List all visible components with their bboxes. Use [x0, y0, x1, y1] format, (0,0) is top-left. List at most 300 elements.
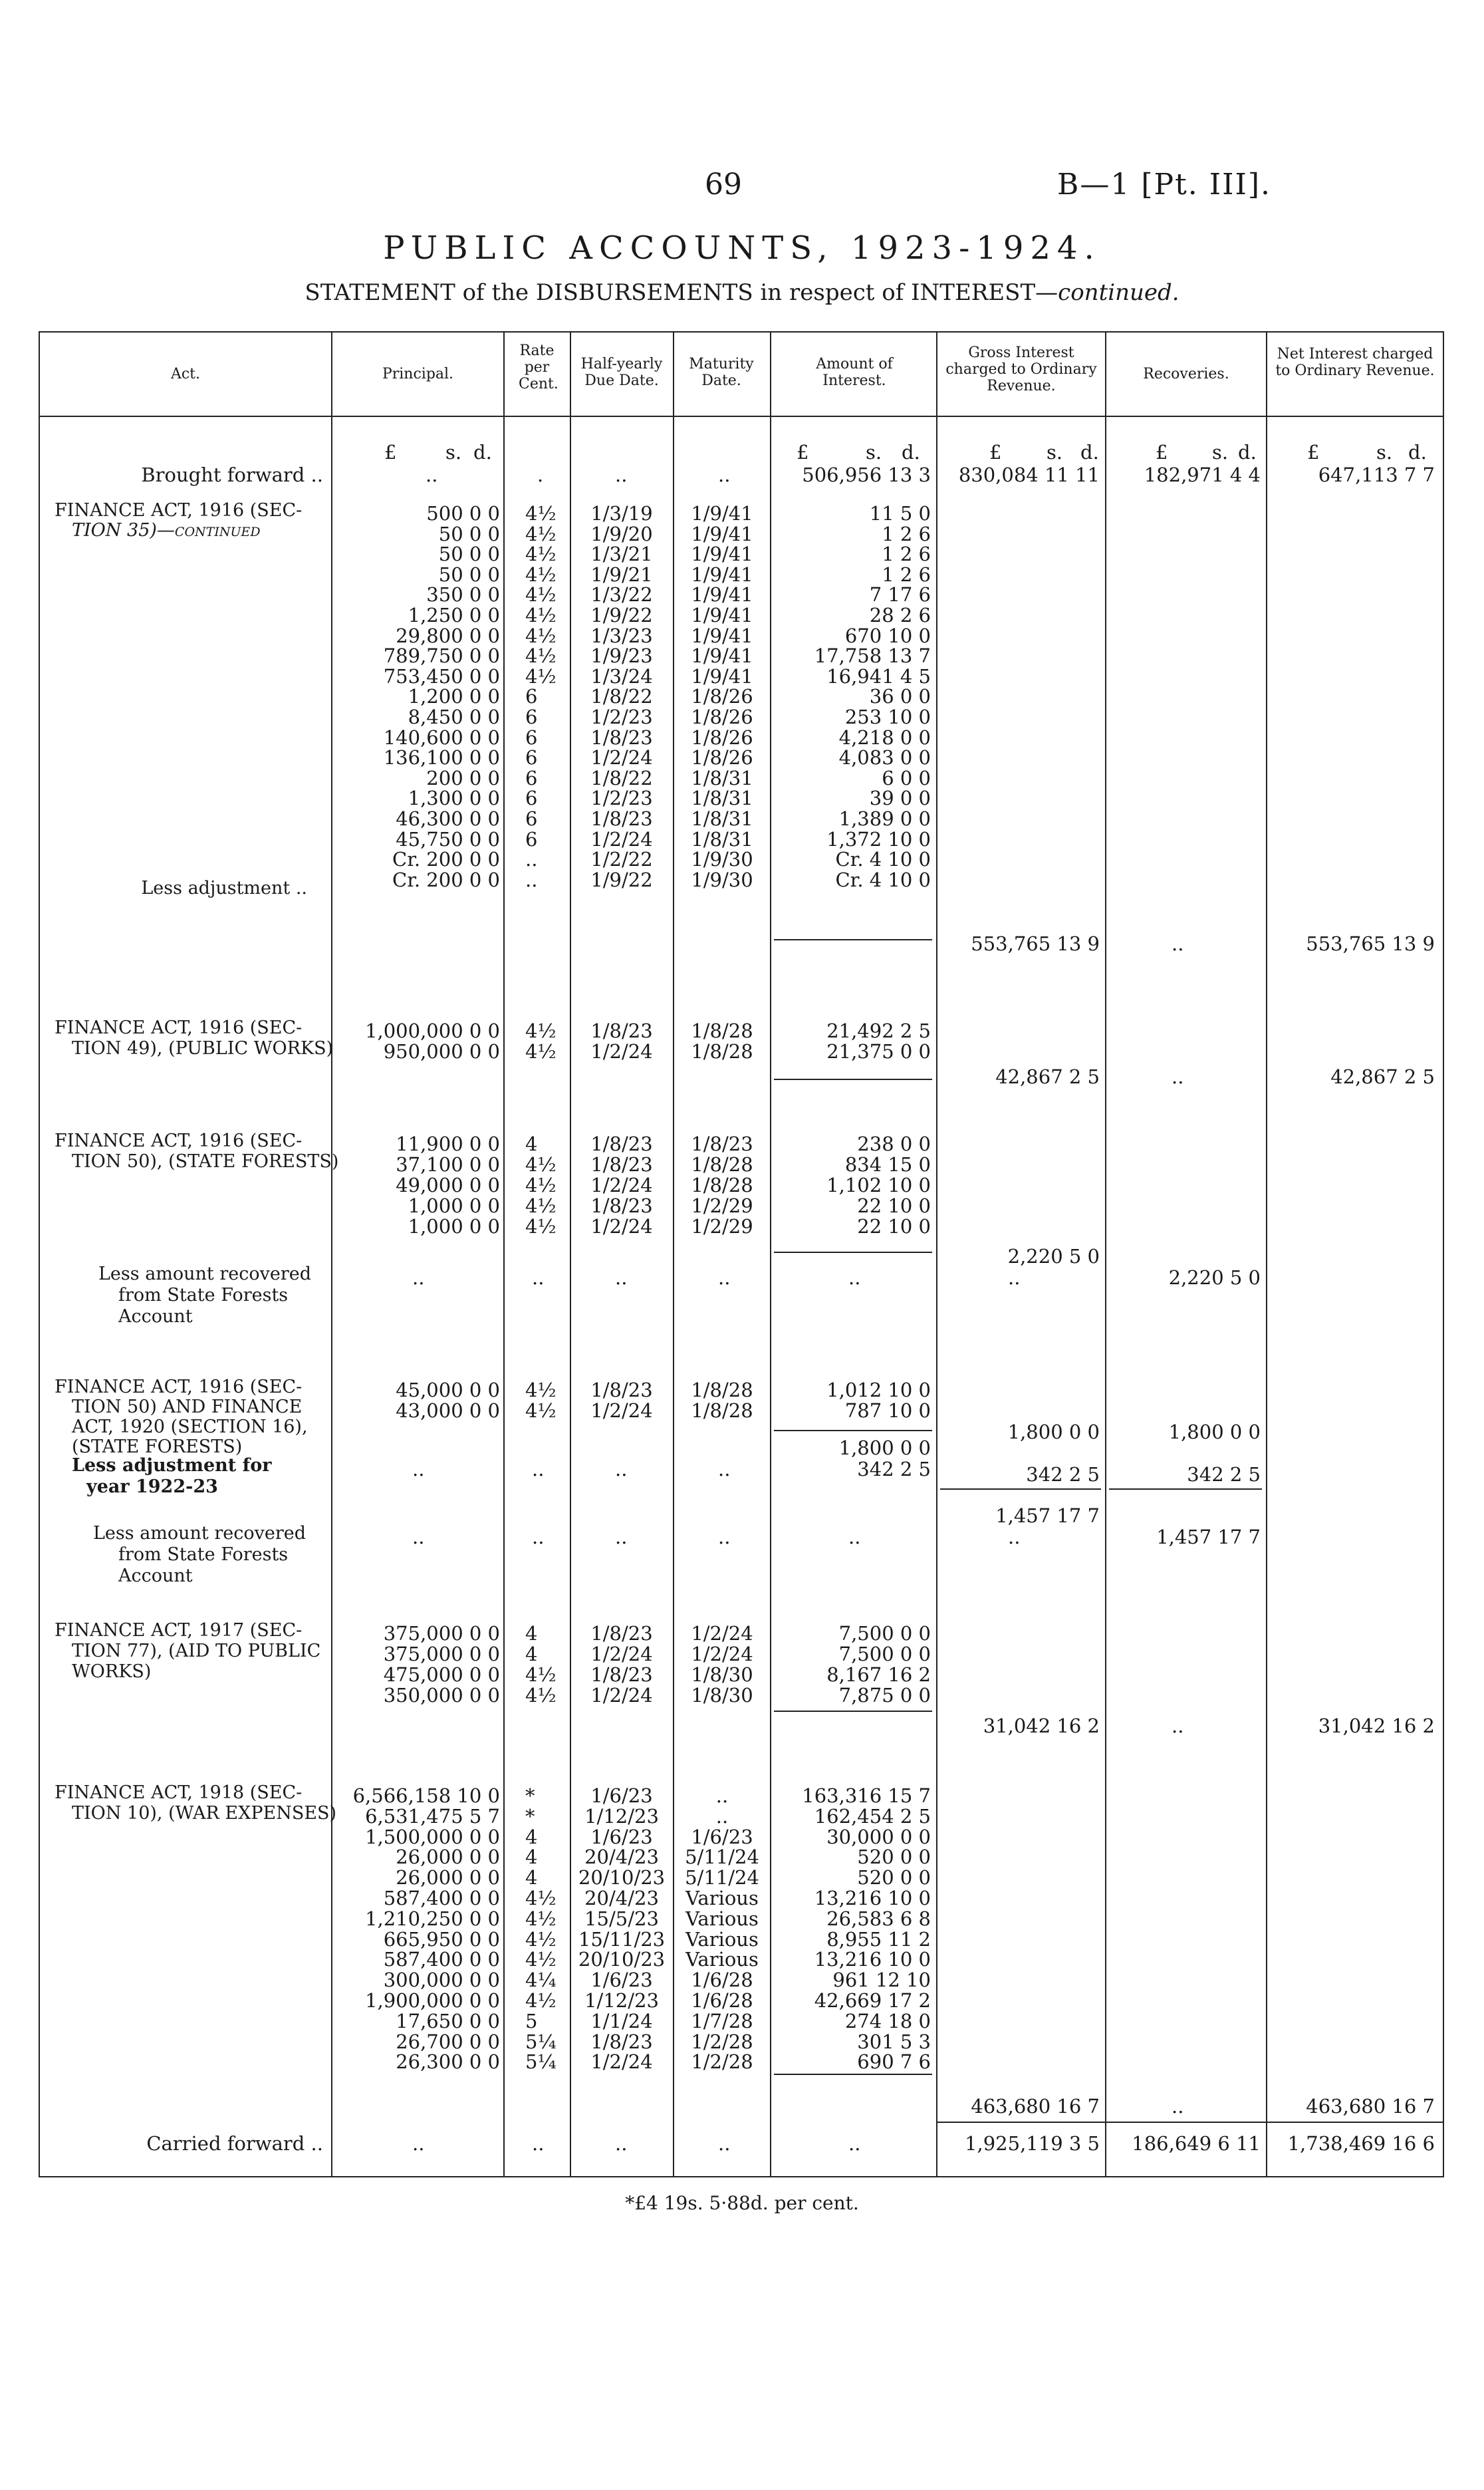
rate-cell: 4½ — [525, 1174, 556, 1196]
maturity-date-cell: 1/2/28 — [691, 2050, 753, 2074]
brought-forward-recoveries: 182,971 4 4 — [1144, 464, 1261, 486]
maturity-date-cell: 1/8/28 — [691, 1153, 753, 1176]
principal-cell: 26,000 0 0 — [396, 1846, 500, 1869]
maturity-date-cell: 1/9/30 — [691, 868, 753, 891]
unit-s: s. — [1212, 441, 1229, 464]
maturity-date-cell: 1/9/41 — [691, 644, 753, 668]
interest-amount-cell: 13,216 10 0 — [814, 1948, 931, 1971]
maturity-date-cell: 1/8/23 — [691, 1133, 753, 1155]
maturity-date-cell: 1/2/28 — [691, 2030, 753, 2053]
section-label-line: FINANCE ACT, 1917 (SEC- — [55, 1620, 303, 1641]
principal-cell: 375,000 0 0 — [383, 1622, 500, 1645]
half-yearly-date-cell: 1/8/23 — [590, 1379, 653, 1401]
net-total: 463,680 16 7 — [1306, 2095, 1435, 2118]
recovered-label-line: Account — [118, 1306, 193, 1327]
half-yearly-date-cell: 1/8/23 — [590, 1153, 653, 1176]
principal-cell: 375,000 0 0 — [383, 1643, 500, 1665]
column-header-principal: Principal. — [382, 366, 454, 382]
unit-pound: £ — [384, 441, 397, 464]
carried-forward-net: 1,738,469 16 6 — [1287, 2132, 1435, 2155]
maturity-date-cell: Various — [685, 1948, 759, 1971]
unit-s: s. — [1047, 441, 1063, 464]
net-gross-total: 1,457 17 7 — [995, 1504, 1100, 1527]
section-label-line: FINANCE ACT, 1916 (SEC- — [55, 1018, 303, 1038]
carried-forward-recoveries: 186,649 6 11 — [1132, 2132, 1261, 2155]
interest-amount-cell: 253 10 0 — [844, 706, 931, 728]
section-label-line: FINANCE ACT, 1916 (SEC- — [55, 500, 303, 521]
subtitle-continued: continued. — [1058, 279, 1179, 306]
gross-total: 2,220 5 0 — [1007, 1245, 1100, 1268]
half-yearly-date-cell: 1/9/21 — [590, 563, 653, 586]
rate-cell: 4½ — [525, 1927, 556, 1951]
interest-amount-cell: 520 0 0 — [857, 1846, 931, 1869]
adjustment-label-line: year 1922-23 — [86, 1476, 218, 1497]
maturity-date-cell: 1/2/24 — [691, 1643, 753, 1665]
less-adjustment-label: Less adjustment .. — [141, 878, 307, 899]
rate-cell: 4½ — [525, 644, 556, 668]
principal-cell: 37,100 0 0 — [396, 1153, 500, 1176]
maturity-date-cell: 1/9/41 — [691, 583, 753, 607]
half-yearly-date-cell: 1/6/23 — [590, 1969, 653, 1992]
column-header-amount: Amount of Interest. — [816, 356, 893, 389]
unit-pound: £ — [1307, 441, 1320, 464]
half-yearly-date-cell: 20/4/23 — [584, 1887, 659, 1909]
gross-total: 553,765 13 9 — [971, 932, 1100, 955]
rate-cell: 4½ — [525, 1194, 556, 1217]
maturity-date-cell: 1/8/31 — [691, 787, 753, 810]
subtotal-amount: 1,800 0 0 — [838, 1437, 931, 1459]
half-yearly-date-cell: 1/12/23 — [584, 1804, 659, 1828]
rate-cell: 4½ — [525, 1907, 556, 1930]
section-label-line: FINANCE ACT, 1916 (SEC- — [55, 1131, 303, 1151]
dots: .. — [412, 1458, 425, 1480]
recovered-label-line: from State Forests — [118, 1544, 289, 1565]
maturity-date-cell: 1/8/26 — [691, 685, 753, 708]
rate-cell: 6 — [525, 807, 538, 830]
half-yearly-date-cell: 1/2/24 — [590, 1174, 653, 1196]
half-yearly-date-cell: 20/4/23 — [584, 1846, 659, 1869]
interest-amount-cell: 13,216 10 0 — [814, 1887, 931, 1909]
section-label-line: FINANCE ACT, 1916 (SEC- — [55, 1377, 303, 1397]
unit-s: s. — [1376, 441, 1393, 464]
half-yearly-date-cell: 1/8/22 — [590, 685, 653, 708]
half-yearly-date-cell: 1/2/23 — [590, 706, 653, 728]
half-yearly-date-cell: 1/2/24 — [590, 746, 653, 769]
principal-cell: 789,750 0 0 — [383, 644, 500, 668]
brought-forward-net: 647,113 7 7 — [1318, 464, 1435, 486]
half-yearly-date-cell: 1/8/23 — [590, 1194, 653, 1217]
principal-cell: 26,000 0 0 — [396, 1866, 500, 1889]
brought-forward-rate: . — [537, 464, 544, 486]
principal-cell: Cr. 200 0 0 — [392, 848, 500, 871]
rate-cell: 6 — [525, 726, 538, 749]
interest-amount-cell: 4,218 0 0 — [838, 726, 931, 749]
principal-cell: 300,000 0 0 — [383, 1969, 500, 1992]
recoveries-total: .. — [1172, 1715, 1184, 1737]
gross-total: 463,680 16 7 — [971, 2095, 1100, 2118]
interest-amount-cell: 16,941 4 5 — [826, 664, 931, 688]
dots: .. — [532, 1266, 545, 1289]
half-yearly-date-cell: 20/10/23 — [578, 1866, 666, 1889]
interest-amount-cell: 834 15 0 — [844, 1153, 931, 1176]
half-yearly-date-cell: 1/3/23 — [590, 624, 653, 647]
adjustment-gross: 342 2 5 — [1026, 1463, 1100, 1486]
principal-cell: Cr. 200 0 0 — [392, 868, 500, 891]
half-yearly-date-cell: 15/11/23 — [578, 1927, 666, 1951]
principal-cell: 587,400 0 0 — [383, 1948, 500, 1971]
principal-cell: 49,000 0 0 — [396, 1174, 500, 1196]
principal-cell: 1,210,250 0 0 — [365, 1907, 500, 1930]
interest-amount-cell: 961 12 10 — [832, 1969, 931, 1992]
section-label-line: (STATE FORESTS) — [72, 1437, 243, 1457]
net-total: 553,765 13 9 — [1306, 932, 1435, 955]
brought-forward-principal: .. — [426, 464, 438, 486]
principal-cell: 6,531,475 5 7 — [365, 1804, 500, 1828]
rate-cell: 4½ — [525, 1948, 556, 1971]
rate-cell: 6 — [525, 766, 538, 789]
adjustment-label-line: Less adjustment for — [72, 1455, 272, 1476]
half-yearly-date-cell: 1/3/22 — [590, 583, 653, 607]
column-header-maturity: Maturity Date. — [689, 356, 754, 389]
maturity-date-cell: Various — [685, 1887, 759, 1909]
interest-amount-cell: 670 10 0 — [844, 624, 931, 647]
principal-cell: 46,300 0 0 — [396, 807, 500, 830]
dots: .. — [848, 2132, 861, 2155]
principal-cell: 350,000 0 0 — [383, 1684, 500, 1707]
principal-cell: 1,200 0 0 — [408, 685, 500, 708]
interest-amount-cell: Cr. 4 10 0 — [835, 868, 931, 891]
half-yearly-date-cell: 1/3/21 — [590, 543, 653, 566]
recovered-label-line: Less amount recovered — [98, 1264, 312, 1284]
page-title: PUBLIC ACCOUNTS, 1923-1924. — [383, 229, 1101, 267]
maturity-date-cell: 1/8/30 — [691, 1663, 753, 1686]
dots: .. — [1008, 1266, 1021, 1289]
interest-amount-cell: 1,102 10 0 — [826, 1174, 931, 1196]
interest-amount-cell: 21,375 0 0 — [826, 1040, 931, 1063]
column-header-net-interest: Net Interest charged to Ordinary Revenue. — [1275, 346, 1435, 379]
maturity-date-cell: 1/8/26 — [691, 726, 753, 749]
principal-cell: 140,600 0 0 — [383, 726, 500, 749]
dots: .. — [848, 1266, 861, 1289]
rate-cell: 4½ — [525, 1399, 556, 1422]
maturity-date-cell: .. — [715, 1784, 729, 1807]
interest-amount-cell: 1,389 0 0 — [838, 807, 931, 830]
interest-amount-cell: 1,372 10 0 — [826, 827, 931, 851]
interest-amount-cell: 26,583 6 8 — [826, 1907, 931, 1930]
interest-amount-cell: 1 2 6 — [882, 543, 931, 566]
document-reference: B—1 [Pt. III]. — [1057, 168, 1272, 202]
rate-cell: 6 — [525, 685, 538, 708]
column-header-act: Act. — [170, 366, 201, 382]
half-yearly-date-cell: 1/9/22 — [590, 868, 653, 891]
principal-cell: 29,800 0 0 — [396, 624, 500, 647]
principal-cell: 753,450 0 0 — [383, 664, 500, 688]
half-yearly-date-cell: 1/12/23 — [584, 1989, 659, 2012]
half-yearly-date-cell: 1/8/23 — [590, 1622, 653, 1645]
half-yearly-date-cell: 1/9/23 — [590, 644, 653, 668]
half-yearly-date-cell: 1/8/23 — [590, 2030, 653, 2053]
interest-amount-cell: 22 10 0 — [857, 1215, 931, 1238]
dots: .. — [718, 2132, 731, 2155]
maturity-date-cell: 1/6/23 — [691, 1825, 753, 1848]
recovered-label-line: Account — [118, 1566, 193, 1586]
half-yearly-date-cell: 1/6/23 — [590, 1784, 653, 1807]
unit-s: s. — [445, 441, 462, 464]
maturity-date-cell: 1/9/41 — [691, 543, 753, 566]
interest-amount-cell: 7,875 0 0 — [838, 1684, 931, 1707]
half-yearly-date-cell: 1/2/24 — [590, 1643, 653, 1665]
half-yearly-date-cell: 20/10/23 — [578, 1948, 666, 1971]
interest-amount-cell: 520 0 0 — [857, 1866, 931, 1889]
unit-d: d. — [1238, 441, 1257, 464]
dots: .. — [532, 2132, 545, 2155]
interest-amount-cell: 1 2 6 — [882, 563, 931, 586]
unit-pound: £ — [989, 441, 1002, 464]
half-yearly-date-cell: 1/2/24 — [590, 1399, 653, 1422]
adjustment-recoveries: 342 2 5 — [1187, 1463, 1261, 1486]
gross-total: 31,042 16 2 — [983, 1715, 1100, 1737]
half-yearly-date-cell: 1/8/23 — [590, 1020, 653, 1042]
principal-cell: 350 0 0 — [426, 583, 500, 607]
half-yearly-date-cell: 1/9/22 — [590, 604, 653, 626]
section-label-line: TION 10), (WAR EXPENSES) — [72, 1803, 337, 1824]
half-yearly-date-cell: 1/2/24 — [590, 1040, 653, 1063]
interest-amount-cell: 8,955 11 2 — [826, 1927, 931, 1951]
principal-cell: 50 0 0 — [438, 563, 500, 586]
gross-total: 42,867 2 5 — [995, 1065, 1100, 1088]
interest-amount-cell: 39 0 0 — [869, 787, 931, 810]
section-label-line: FINANCE ACT, 1918 (SEC- — [55, 1782, 303, 1803]
unit-d: d. — [902, 441, 920, 464]
interest-amount-cell: 36 0 0 — [869, 685, 931, 708]
gross-total: 1,800 0 0 — [1007, 1421, 1100, 1443]
maturity-date-cell: Various — [685, 1927, 759, 1951]
rate-cell: 4 — [525, 1846, 538, 1869]
section-label-line: WORKS) — [72, 1661, 152, 1682]
brought-forward-amount: 506,956 13 3 — [802, 464, 931, 486]
principal-cell: 665,950 0 0 — [383, 1927, 500, 1951]
maturity-date-cell: Various — [685, 1907, 759, 1930]
rate-cell: 4½ — [525, 1153, 556, 1176]
column-header-rate: Rate per Cent. — [519, 343, 558, 392]
interest-amount-cell: 7 17 6 — [869, 583, 931, 607]
maturity-date-cell: 1/2/24 — [691, 1622, 753, 1645]
rate-cell: 4½ — [525, 664, 556, 688]
adjustment-amount: 342 2 5 — [857, 1458, 931, 1480]
unit-pound: £ — [1156, 441, 1168, 464]
recovered-amount: 1,457 17 7 — [1156, 1526, 1261, 1548]
interest-amount-cell: 42,669 17 2 — [814, 1989, 931, 2012]
half-yearly-date-cell: 1/3/24 — [590, 664, 653, 688]
rate-cell: .. — [525, 848, 538, 871]
rate-cell: 6 — [525, 787, 538, 810]
rate-cell: 5¼ — [525, 2050, 556, 2074]
maturity-date-cell: 1/8/28 — [691, 1399, 753, 1422]
dots: .. — [848, 1526, 861, 1548]
interest-amount-cell: 8,167 16 2 — [826, 1663, 931, 1686]
half-yearly-date-cell: 1/3/19 — [590, 502, 653, 525]
interest-amount-cell: 30,000 0 0 — [826, 1825, 931, 1848]
rate-cell: 4½ — [525, 1684, 556, 1707]
maturity-date-cell: 1/8/31 — [691, 766, 753, 789]
rate-cell: 4½ — [525, 1040, 556, 1063]
dots: .. — [615, 1266, 628, 1289]
maturity-date-cell: 1/8/31 — [691, 827, 753, 851]
principal-cell: 45,750 0 0 — [396, 827, 500, 851]
principal-cell: 1,300 0 0 — [408, 787, 500, 810]
carried-forward-label: Carried forward .. — [146, 2132, 323, 2155]
rate-cell: 4½ — [525, 563, 556, 586]
interest-amount-cell: 1,012 10 0 — [826, 1379, 931, 1401]
principal-cell: 1,000 0 0 — [408, 1215, 500, 1238]
principal-cell: 26,300 0 0 — [396, 2050, 500, 2074]
unit-d: d. — [473, 441, 492, 464]
interest-amount-cell: Cr. 4 10 0 — [835, 848, 931, 871]
footnote: *£4 19s. 5·88d. per cent. — [625, 2192, 859, 2214]
rate-cell: 4¼ — [525, 1969, 556, 1992]
maturity-date-cell: 1/9/41 — [691, 604, 753, 626]
subtitle-main: STATEMENT of the DISBURSEMENTS in respect of INTEREST— — [305, 279, 1058, 306]
carried-forward-gross: 1,925,119 3 5 — [965, 2132, 1100, 2155]
interest-amount-cell: 274 18 0 — [844, 2009, 931, 2032]
principal-cell: 11,900 0 0 — [396, 1133, 500, 1155]
interest-amount-cell: 162,454 2 5 — [814, 1804, 931, 1828]
dots: .. — [1008, 1526, 1021, 1548]
principal-cell: 43,000 0 0 — [396, 1399, 500, 1422]
principal-cell: 1,000,000 0 0 — [365, 1020, 500, 1042]
principal-cell: 1,000 0 0 — [408, 1194, 500, 1217]
maturity-date-cell: 1/6/28 — [691, 1969, 753, 1992]
section-label-line: TION 77), (AID TO PUBLIC — [72, 1641, 321, 1661]
maturity-date-cell: 1/8/28 — [691, 1379, 753, 1401]
unit-pound: £ — [797, 441, 809, 464]
column-header-recoveries: Recoveries. — [1143, 366, 1229, 382]
rate-cell: 4½ — [525, 543, 556, 566]
recoveries-total: .. — [1172, 2095, 1184, 2118]
brought-forward-maturity: .. — [718, 464, 731, 486]
page-number: 69 — [705, 168, 742, 202]
maturity-date-cell: 1/8/28 — [691, 1040, 753, 1063]
principal-cell: 6,566,158 10 0 — [352, 1784, 500, 1807]
dots: .. — [615, 1526, 628, 1548]
brought-forward-gross: 830,084 11 11 — [958, 464, 1100, 486]
rate-cell: 4½ — [525, 1989, 556, 2012]
interest-amount-cell: 7,500 0 0 — [838, 1643, 931, 1665]
recoveries-total: .. — [1172, 1065, 1184, 1088]
maturity-date-cell: 1/6/28 — [691, 1989, 753, 2012]
principal-cell: 950,000 0 0 — [383, 1040, 500, 1063]
rate-cell: 4½ — [525, 522, 556, 545]
maturity-date-cell: 1/9/30 — [691, 848, 753, 871]
rate-cell: 4½ — [525, 1020, 556, 1042]
section-label-line: TION 50) AND FINANCE — [72, 1397, 303, 1417]
interest-amount-cell: 787 10 0 — [844, 1399, 931, 1422]
maturity-date-cell: 1/2/29 — [691, 1194, 753, 1217]
maturity-date-cell: 5/11/24 — [685, 1846, 759, 1869]
interest-amount-cell: 28 2 6 — [869, 604, 931, 626]
net-total: 31,042 16 2 — [1318, 1715, 1435, 1737]
brought-forward-half: .. — [615, 464, 628, 486]
maturity-date-cell: 1/2/29 — [691, 1215, 753, 1238]
half-yearly-date-cell: 1/2/23 — [590, 787, 653, 810]
rate-cell: 4½ — [525, 1379, 556, 1401]
unit-d: d. — [1408, 441, 1427, 464]
interest-amount-cell: 11 5 0 — [869, 502, 931, 525]
rate-cell: 4 — [525, 1643, 538, 1665]
maturity-date-cell: 1/8/28 — [691, 1020, 753, 1042]
half-yearly-date-cell: 1/8/22 — [590, 766, 653, 789]
half-yearly-date-cell: 1/9/20 — [590, 522, 653, 545]
dots: .. — [412, 1526, 425, 1548]
principal-cell: 1,900,000 0 0 — [365, 1989, 500, 2012]
dots: .. — [412, 2132, 425, 2155]
rate-cell: 6 — [525, 746, 538, 769]
rate-cell: * — [525, 1784, 535, 1807]
column-header-half-yearly: Half-yearly Due Date. — [580, 356, 663, 389]
rate-cell: 5¼ — [525, 2030, 556, 2053]
maturity-date-cell: 1/9/41 — [691, 563, 753, 586]
rate-cell: 4 — [525, 1622, 538, 1645]
dots: .. — [718, 1266, 731, 1289]
maturity-date-cell: 5/11/24 — [685, 1866, 759, 1889]
rate-cell: 4 — [525, 1133, 538, 1155]
half-yearly-date-cell: 1/2/24 — [590, 1215, 653, 1238]
rate-cell: 4½ — [525, 1215, 556, 1238]
dots: .. — [532, 1526, 545, 1548]
interest-amount-cell: 17,758 13 7 — [814, 644, 931, 668]
recovered-label-line: Less amount recovered — [93, 1523, 307, 1544]
rate-cell: 4½ — [525, 1887, 556, 1909]
interest-amount-cell: 690 7 6 — [857, 2050, 931, 2074]
principal-cell: 587,400 0 0 — [383, 1887, 500, 1909]
dots: .. — [532, 1458, 545, 1480]
dots: .. — [718, 1458, 731, 1480]
maturity-date-cell: 1/8/26 — [691, 706, 753, 728]
half-yearly-date-cell: 1/2/24 — [590, 2050, 653, 2074]
interest-amount-cell: 22 10 0 — [857, 1194, 931, 1217]
principal-cell: 17,650 0 0 — [396, 2009, 500, 2032]
rate-cell: 4½ — [525, 604, 556, 626]
unit-d: d. — [1080, 441, 1099, 464]
principal-cell: 1,500,000 0 0 — [365, 1825, 500, 1848]
rate-cell: 5 — [525, 2009, 538, 2032]
half-yearly-date-cell: 1/1/24 — [590, 2009, 653, 2032]
maturity-date-cell: .. — [715, 1804, 729, 1828]
rate-cell: 4½ — [525, 624, 556, 647]
rate-cell: 4 — [525, 1825, 538, 1848]
maturity-date-cell: 1/8/28 — [691, 1174, 753, 1196]
half-yearly-date-cell: 1/6/23 — [590, 1825, 653, 1848]
half-yearly-date-cell: 1/8/23 — [590, 1133, 653, 1155]
maturity-date-cell: 1/8/30 — [691, 1684, 753, 1707]
section-label-line: TION 35)—continued — [72, 520, 261, 541]
interest-amount-cell: 301 5 3 — [857, 2030, 931, 2053]
maturity-date-cell: 1/7/28 — [691, 2009, 753, 2032]
principal-cell: 500 0 0 — [426, 502, 500, 525]
maturity-date-cell: 1/8/31 — [691, 807, 753, 830]
interest-amount-cell: 6 0 0 — [882, 766, 931, 789]
interest-amount-cell: 163,316 15 7 — [802, 1784, 931, 1807]
rate-cell: 6 — [525, 827, 538, 851]
principal-cell: 45,000 0 0 — [396, 1379, 500, 1401]
principal-cell: 200 0 0 — [426, 766, 500, 789]
principal-cell: 50 0 0 — [438, 522, 500, 545]
interest-amount-cell: 238 0 0 — [857, 1133, 931, 1155]
half-yearly-date-cell: 1/8/23 — [590, 1663, 653, 1686]
principal-cell: 475,000 0 0 — [383, 1663, 500, 1686]
recoveries-total: 1,800 0 0 — [1168, 1421, 1261, 1443]
half-yearly-date-cell: 1/2/24 — [590, 827, 653, 851]
